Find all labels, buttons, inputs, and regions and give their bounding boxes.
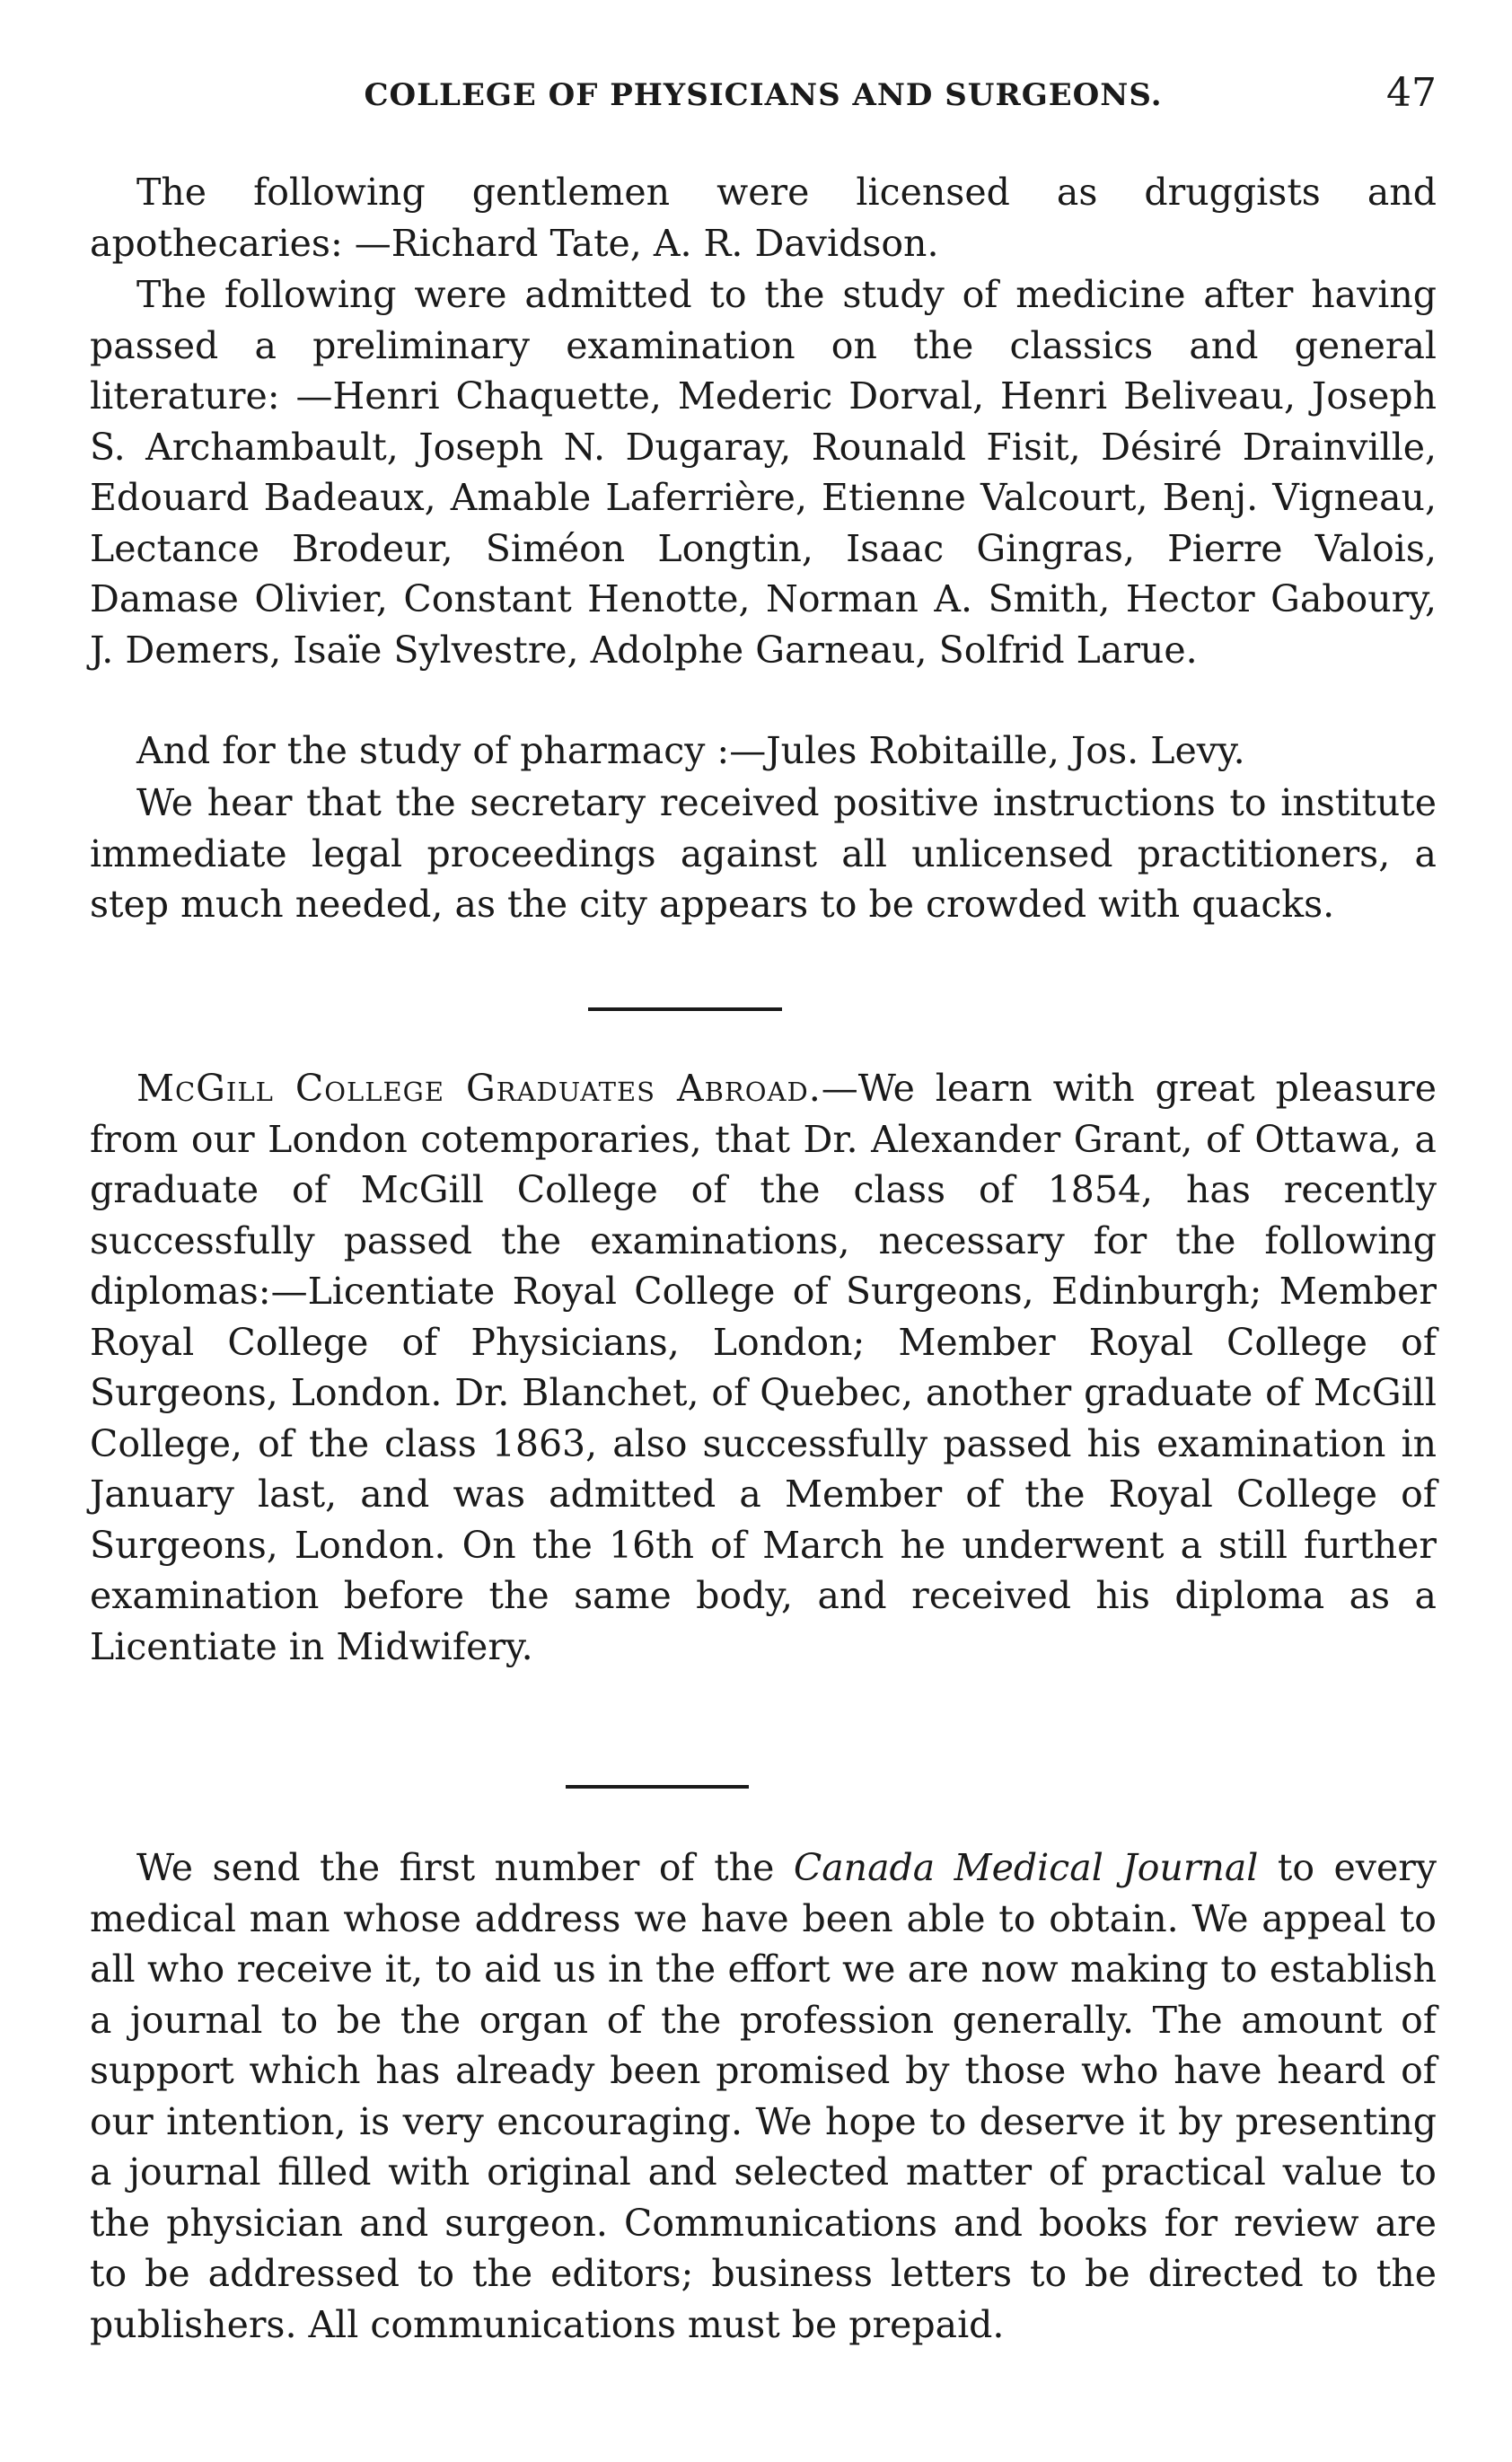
medicine-students-paragraph: The following were admitted to the study of medicine after having passed a preliminary examination on the classics and general literature: —Henri Chaquette, Mederic Dorval, Henri Beliveau, Joseph S. Archambault, Joseph N. Dugaray, Rounald Fisit, Désiré Drainville, Edouard Badeaux, Amable Laferrière, Etienne Valcourt, Benj. Vigneau, Lectance Brodeur, Siméon Longtin, Isaac Gingras, Pierre Valois, Damase Olivier, Constant Henotte, Norman A. Smith, Hector Gaboury, J. Demers, Isaïe Sylvestre, Adolphe Garneau, Solfrid Larue. bbox=[90, 273, 1437, 672]
mcgill-graduates-paragraph bbox=[90, 1063, 1437, 1672]
section-divider-1 bbox=[588, 1007, 782, 1011]
page-number: 47 bbox=[1386, 70, 1437, 116]
journal-announcement-intro: We send the first number of the bbox=[136, 1846, 775, 1889]
pharmacy-students-paragraph: And for the study of pharmacy :—Jules Robitaille, Jos. Levy. bbox=[136, 729, 1245, 772]
druggists-paragraph: The following gentlemen were licensed as druggists and apothecaries: —Richard Tate, A. R. Davidson. bbox=[90, 171, 1437, 265]
mcgill-graduates-body: —We learn with great pleasure from our London cotemporaries, that Dr. Alexander Grant, of Ottawa, a graduate of McGill College of the class of 1854, has recently successfully passed the examinations, necessary for the following diplomas:—Licentiate Royal College of Surgeons, Edinburgh; Member Royal College of Physicians, London; Member Royal College of Surgeons, London. Dr. Blanchet, of Quebec, another graduate of McGill College, of the class 1863, also successfully passed his examination in January last, and was admitted a Member of the Royal College of Surgeons, London. On the 16th of March he underwent a still further examination before the same body, and received his diploma as a Licentiate in Midwifery. bbox=[90, 1067, 1437, 1668]
mcgill-graduates-heading: McGill College Graduates Abroad. bbox=[136, 1067, 822, 1110]
journal-announcement-paragraph bbox=[90, 1842, 1437, 2350]
proceedings-paragraph: We hear that the secretary received positive instructions to institute immediate legal proceedings against all unlicensed practitioners, a step much needed, as the city appears to be crowded with quacks. bbox=[90, 781, 1437, 926]
page-header bbox=[90, 70, 1437, 124]
section-divider-2 bbox=[566, 1785, 749, 1789]
journal-announcement-body: to every medical man whose address we have been able to obtain. We appeal to all who receive it, to aid us in the effort we are now making to establish a journal to be the organ of the profession generally. The amount of support which has already been promised by those who have heard of our intention, is very encouraging. We hope to deserve it by presenting a journal filled with original and selected matter of practical value to the physician and surgeon. Communications and books for review are to be addressed to the editors; business letters to be directed to the publishers. All communications must be prepaid. bbox=[90, 1846, 1437, 2346]
running-head: COLLEGE OF PHYSICIANS AND SURGEONS. bbox=[364, 77, 1163, 113]
journal-title: Canada Medical Journal bbox=[793, 1846, 1259, 1889]
